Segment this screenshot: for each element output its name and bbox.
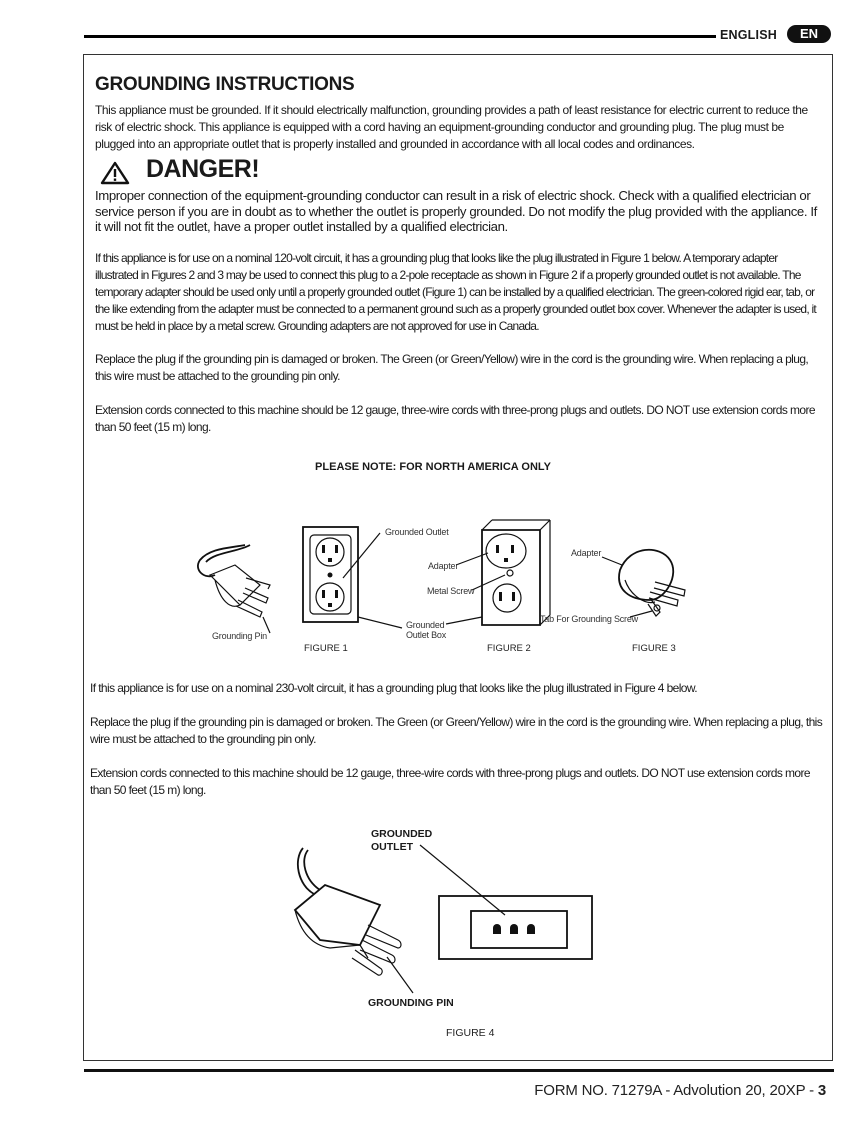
na-paragraph-extension-cords: Extension cords connected to this machine should be 12 gauge, three-wire cords with three-prong plugs and outlets. DO NOT use extension cords more than 50 feet (15 m) long. — [95, 403, 815, 434]
outlet-drawing-fig4 — [420, 845, 592, 959]
danger-heading: DANGER! — [146, 155, 260, 183]
label-grounding-pin-fig4: GROUNDING PIN — [368, 997, 454, 1009]
label-outlet: OUTLET — [371, 841, 413, 853]
label-grounded: GROUNDED — [371, 828, 433, 840]
na-paragraph-120v: If this appliance is for use on a nominal 120-volt circuit, it has a grounding plug that looks like the plug illustrated in Figure 1 below. A temporary adapter illustrated in Figures 2 and 3 may be used to connect this plug to a 2-pole receptacle as shown in Figure 2 if a properly grounded outlet is not available. The temporary adapter should be used only until a properly grounded outlet (Figure 1) can be installed by a qualified electrician. The green-colored rigid ear, tab, or the like extending from the adapter must be connected to a permanent ground such as a properly grounded outlet box cover. Whenever the adapter is used, it must be held in place by a metal screw. Grounding adapters are not approved for use in Canada. — [95, 251, 817, 333]
label-adapter-fig3: Adapter — [571, 548, 602, 558]
eu-paragraph-extension-cords: Extension cords connected to this machine should be 12 gauge, three-wire cords with three-prong plugs and outlets. DO NOT use extension cords more than 50 feet (15 m) long. — [90, 766, 810, 797]
label-grounded-outlet-box: Grounded Outlet Box — [406, 620, 447, 640]
label-adapter: Adapter — [428, 561, 459, 571]
language-label: ENGLISH — [720, 28, 777, 42]
label-tab-grounding-screw: Tab For Grounding Screw — [540, 614, 638, 624]
caption-figure-3: FIGURE 3 — [632, 643, 676, 654]
plug-drawing-fig4 — [295, 848, 413, 993]
eu-paragraph-230v: If this appliance is for use on a nominal 230-volt circuit, it has a grounding plug that looks like the plug illustrated in Figure 4 below. — [90, 681, 697, 695]
label-grounding-pin: Grounding Pin — [212, 631, 267, 641]
intro-paragraph: This appliance must be grounded. If it should electrically malfunction, grounding provides a path of least resistance for electric current to reduce the risk of electric shock. This appliance is equipped with a cord having an equipment-grounding conductor and grounding plug. The plug must be plugged into an appropriate outlet that is properly installed and grounded in accordance with all local codes and ordinances. — [95, 103, 808, 151]
na-paragraph-replace-plug: Replace the plug if the grounding pin is damaged or broken. The Green (or Green/Yellow) wire in the cord is the grounding wire. When replacing a plug, this wire must be attached to the grounding pin only. — [95, 352, 809, 383]
label-grounded-outlet: Grounded Outlet — [385, 527, 449, 537]
caption-figure-1: FIGURE 1 — [304, 643, 348, 654]
danger-paragraph: Improper connection of the equipment-grounding conductor can result in a risk of electric shock. Check with a qualified electrician or service person if you are in doubt as to whether the outlet is properly grounded. Do not modify the plug provided with the appliance. If it will not fit the outlet, have a proper outlet installed by a qualified electrician. — [95, 188, 817, 234]
label-metal-screw: Metal Screw — [427, 586, 475, 596]
footer-form-number — [534, 1082, 826, 1099]
footer-form-text: FORM NO. 71279A - Advolution 20, 20XP - — [534, 1082, 818, 1099]
north-america-note: PLEASE NOTE: FOR NORTH AMERICA ONLY — [315, 461, 551, 473]
eu-paragraph-replace-plug: Replace the plug if the grounding pin is damaged or broken. The Green (or Green/Yellow) wire in the cord is the grounding wire. When replacing a plug, this wire must be attached to the grounding pin only. — [90, 715, 823, 746]
caption-figure-4: FIGURE 4 — [446, 1027, 495, 1039]
caption-figure-2: FIGURE 2 — [487, 643, 531, 654]
page-title: GROUNDING INSTRUCTIONS — [95, 74, 355, 95]
page-number: 3 — [817, 1082, 826, 1099]
footer-rule — [84, 1069, 834, 1072]
language-badge: EN — [787, 25, 831, 43]
